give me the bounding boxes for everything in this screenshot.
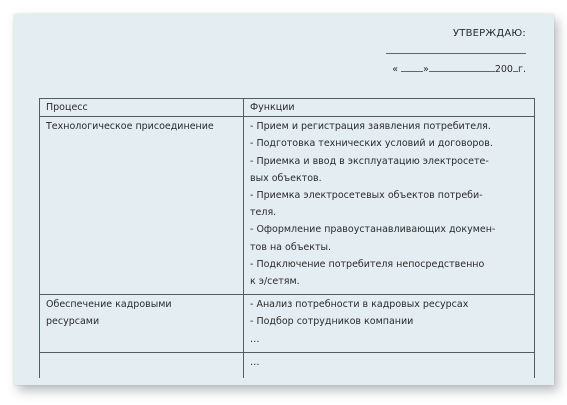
approval-title: УТВЕРЖДАЮ:: [452, 28, 526, 39]
functions-cell: [244, 117, 535, 295]
date-year: 200: [494, 64, 513, 75]
date-close-quote: »: [423, 64, 429, 75]
process-cell: [40, 295, 244, 353]
function-line: теля.: [250, 207, 277, 219]
function-line: - Оформление правоустанавливающих докумен-: [250, 224, 496, 236]
header-process: Процесс: [40, 99, 244, 117]
function-line: - Прием и регистрация заявления потребителя.: [250, 121, 491, 133]
function-line: тов на объекты.: [250, 241, 332, 253]
table-row: [40, 295, 535, 353]
table-header-row: [40, 99, 535, 117]
month-blank: [429, 62, 495, 72]
function-line: …: [250, 333, 260, 345]
header-functions: Функции: [244, 99, 535, 117]
function-line: …: [250, 356, 260, 368]
functions-cell: [244, 352, 535, 378]
process-cell: [40, 352, 244, 378]
date-year-suffix: г.: [517, 64, 526, 75]
function-line: - Приемка электросетевых объектов потреби-: [250, 190, 483, 202]
process-functions-table: [39, 98, 535, 378]
process-line: ресурсами: [46, 316, 100, 328]
function-line: - Приемка и ввод в эксплуатацию электросете-: [250, 155, 489, 167]
document-page: [14, 14, 554, 385]
function-line: - Подготовка технических условий и договоров.: [250, 138, 493, 150]
functions-cell: [244, 295, 535, 353]
function-line: к э/сетям.: [250, 276, 300, 288]
function-line: - Анализ потребности в кадровых ресурсах: [250, 299, 469, 311]
process-cell: Технологическое присоединение: [40, 117, 244, 295]
day-blank: [401, 62, 423, 72]
table-row: [40, 117, 535, 295]
table-row: [40, 352, 535, 378]
process-line: Обеспечение кадровыми: [46, 299, 172, 311]
function-line: вых объектов.: [250, 172, 322, 184]
function-line: - Подбор сотрудников компании: [250, 316, 414, 328]
function-line: - Подключение потребителя непосредственно: [250, 258, 485, 270]
approval-date: [326, 62, 526, 75]
date-open-quote: «: [392, 64, 398, 75]
approval-block: [326, 28, 526, 75]
signature-line: [386, 52, 526, 54]
